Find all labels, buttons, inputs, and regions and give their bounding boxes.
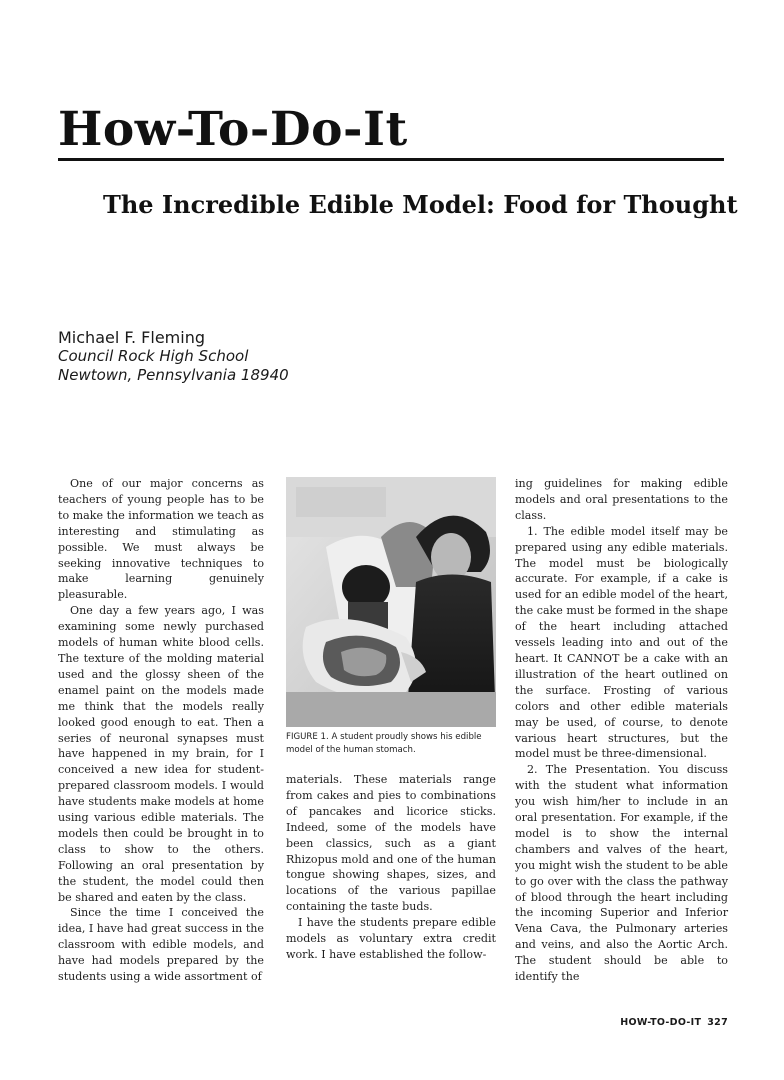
body-column-3 [515,476,728,985]
figure-photo-student-stomach-model [286,477,496,727]
paragraph: materials. These materials range from cakes and pies to combinations of pancakes and licorice sticks. Indeed, some of the models have been classics, such as a giant Rhizopus mold and one of the human tongue showing shapes, sizes, and locations of the various papillae containing the taste buds. [286,773,496,914]
figure-caption: FIGURE 1. A student proudly shows his edible model of the human stomach. [286,732,482,755]
paragraph: I have the students prepare edible models as voluntary extra credit work. I have established the follow- [286,916,496,961]
running-head: HOW-TO-DO-IT [620,1017,702,1028]
author-affiliation-school: Council Rock High School [58,347,249,365]
paragraph: One day a few years ago, I was examining some newly purchased models of human white blood cells. The texture of the molding material used and the glossy sheen of the enamel paint on the models made me think that the models really looked good enough to eat. Then a series of neuronal synapses must have happened in my brain, for I conceived a new idea for student-prepared classroom models. I would have students make models at home using various edible materials. The models then could be brought in to class to show to the others. Following an oral presentation by the student, the model could then be shared and eaten by the class. [58,604,264,904]
article-title: The Incredible Edible Model: Food for Thought [103,190,738,219]
section-heading: How-To-Do-It [58,102,408,157]
body-column-1 [58,476,264,985]
body-column-2 [286,772,496,963]
page-footer [560,1017,728,1028]
author-name: Michael F. Fleming [58,328,205,347]
heading-rule [58,158,724,161]
paragraph: One of our major concerns as teachers of young people has to be to make the information we teach as interesting and stimulating as possible. We must always be seeking innovative techniques to make learning genuinely pleasurable. [58,477,264,602]
page-number: 327 [707,1017,728,1028]
author-affiliation-location: Newtown, Pennsylvania 18940 [58,366,289,384]
paragraph: Since the time I conceived the idea, I have had great success in the classroom with edible models, and have had models prepared by the students using a wide assortment of [58,906,264,984]
author-block [58,328,289,385]
paragraph: ing guidelines for making edible models and oral presentations to the class. [515,477,728,522]
paragraph: 1. The edible model itself may be prepared using any edible materials. The model must be biologically accurate. For example, if a cake is used for an edible model of the heart, the cake must be formed in the shape of the heart including attached vessels leading into and out of the heart. It CANNOT be a cake with an illustration of the heart outlined on the surface. Frosting of various colors and other edible materials may be used, of course, to denote various heart structures, but the model must be three-dimensional. [515,524,728,761]
paragraph: 2. The Presentation. You discuss with the student what information you wish him/her to include in an oral presentation. For example, if the model is to show the internal chambers and valves of the heart, you might wish the student to be able to go over with the class the pathway of blood through the heart including the incoming Superior and Inferior Vena Cava, the Pulmonary arteries and veins, and also the Aortic Arch. The student should be able to identify the [515,763,728,984]
